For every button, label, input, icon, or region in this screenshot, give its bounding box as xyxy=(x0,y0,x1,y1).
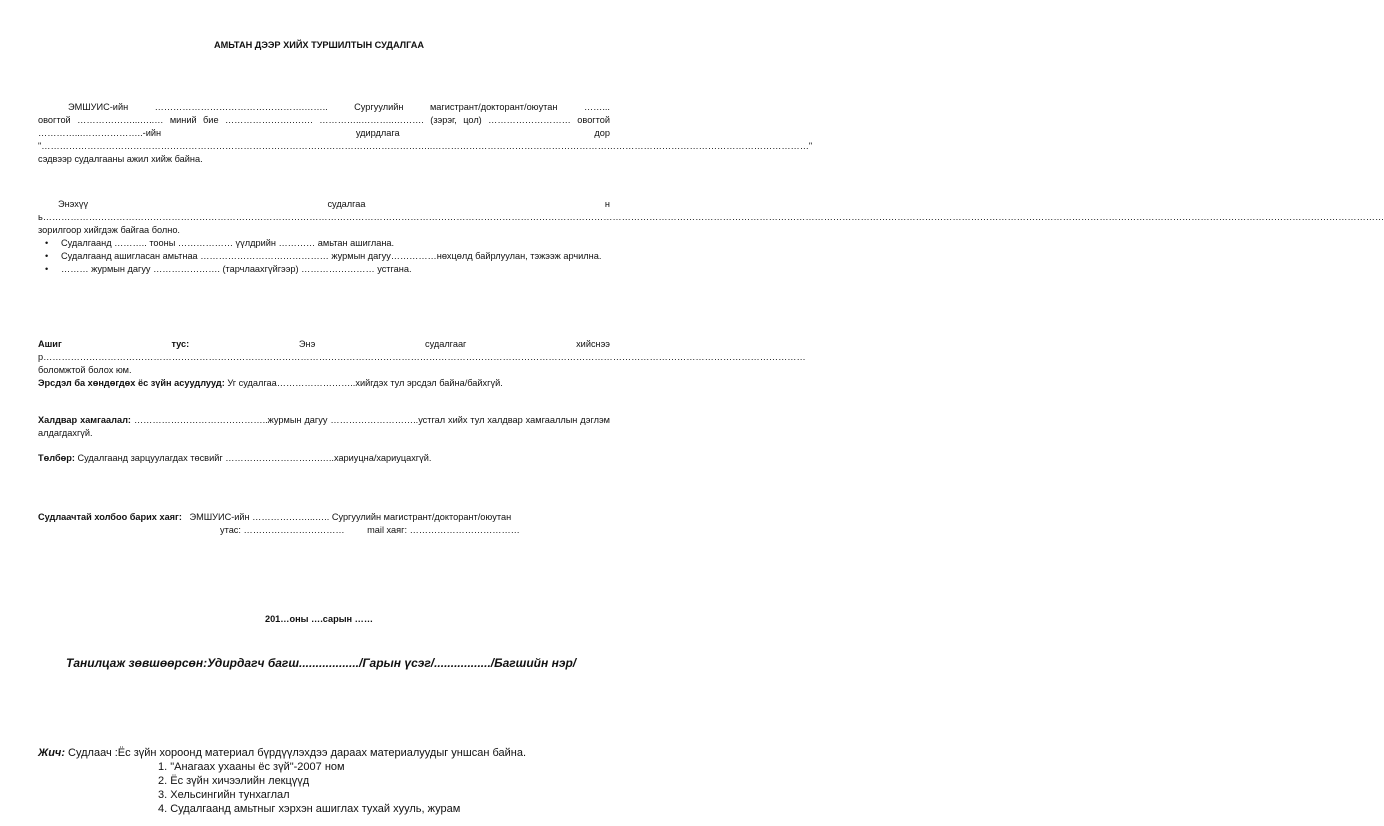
list-item: • ……… журмын дагуу …………………. (тарчлаахгүйгээр) …………………… устгана. xyxy=(38,263,610,276)
payment-text: Судалгаанд зарцуулагдах төсвийг ………………………….…..хариуцна/хариуцахгүй. xyxy=(74,453,432,463)
benefit-section xyxy=(38,338,806,377)
list-item: • Судалгаанд ……….. тооны ……………… үүлдрийн ………… амьтан ашиглана. xyxy=(38,237,610,250)
intro-role: магистрант/докторант/оюутан xyxy=(429,102,558,112)
research-section xyxy=(38,198,1384,276)
research-lead: Энэхүү судалгаа нь…………………………………………………………………………………………………………………………………………………………………………………………………………………………………………………………………………………………………………………………………………………………………………………………………… зорилгоор хийгдэж байгаа болно. xyxy=(38,199,1384,235)
note-list xyxy=(38,760,618,816)
contact-label: Судлаачтай холбоо барих хаяг: xyxy=(38,512,182,522)
list-item: 3. Хельсингийн тунхаглал xyxy=(158,789,290,801)
note-section xyxy=(38,746,618,816)
payment-section xyxy=(38,452,610,465)
note-label: Жич: xyxy=(38,747,65,759)
note-text: Судлаач :Ёс зүйн хороонд материал бүрдүүлэхдээ дараах материалуудыг уншсан байна. xyxy=(65,747,527,759)
payment-label: Төлбөр: xyxy=(38,453,75,463)
contact-phone: утас: …………………………… xyxy=(220,525,345,535)
protection-section xyxy=(38,414,610,440)
date-line: 201…оны ….сарын …… xyxy=(264,614,374,624)
page-title: АМЬТАН ДЭЭР ХИЙХ ТУРШИЛТЫН СУДАЛГАА xyxy=(213,40,425,50)
contact-school: ЭМШУИС-ийн ………………...….. Сургуулийн магистрант/докторант/оюутан xyxy=(189,512,512,522)
list-item: 4. Судалгаанд амьтныг хэрхэн ашиглах тухай хууль, журам xyxy=(158,803,461,815)
benefit-text: Энэ судалгааг хийснээр…………………………………………………………………………………………………………………………………………………………………………………………………………………………… боломжтой болох юм. xyxy=(38,339,806,375)
list-item: • Судалгаанд ашигласан амьтнаа …………………………………… журмын дагуу……………нөхцөлд байрлуулан, тэжээж арчилна. xyxy=(38,250,610,263)
protection-label: Халдвар хамгаалал: xyxy=(38,415,131,425)
list-item: 2. Ёс зүйн хичээлийн лекцүүд xyxy=(158,775,310,787)
risk-section xyxy=(38,377,610,390)
benefit-label: Ашиг тус: xyxy=(38,339,190,349)
intro-role-blank: ……... xyxy=(583,102,610,112)
signature-line: Танилцаж зөвшөөрсөн:Удирдагч багш................../Гарын үсэг/................./Багшийн нэр/ xyxy=(66,656,577,670)
risk-text: Уг судалгаа……………………..хийгдэх тул эрсдэл байна/байхгүй. xyxy=(224,378,503,388)
list-item: 1. "Анагаах ухааны ёс зүй"-2007 ном xyxy=(158,761,345,773)
intro-blank: ………………………………………….…….. xyxy=(154,102,328,112)
contact-mail: mail хаяг: ……………………………… xyxy=(367,525,520,535)
intro-school: ЭМШУИС-ийн xyxy=(68,102,129,112)
protection-text: ……………………………………..журмын дагуу ………………………..устгал хийх тул халдвар хамгааллын дэглэм алдагдахгүй. xyxy=(38,415,610,438)
research-bullets xyxy=(38,237,610,276)
contact-section xyxy=(38,511,610,537)
risk-label: Эрсдэл ба хөндөгдөх ёс зүйн асуудлууд: xyxy=(38,378,225,388)
intro-school-label: Сургуулийн xyxy=(354,102,404,112)
intro-paragraph xyxy=(38,101,813,166)
intro-body: овогтой ………………...…..… миний бие ………………….……. …………..………..………. (зэрэг, цол) ……………………… овогтой …………...………………..-ийн удирдлага дор "………………………………………………………………………………………………………………..……………………………………………………………………………………………………………" сэдвээр судалгааны ажил хийж байна. xyxy=(38,115,813,164)
